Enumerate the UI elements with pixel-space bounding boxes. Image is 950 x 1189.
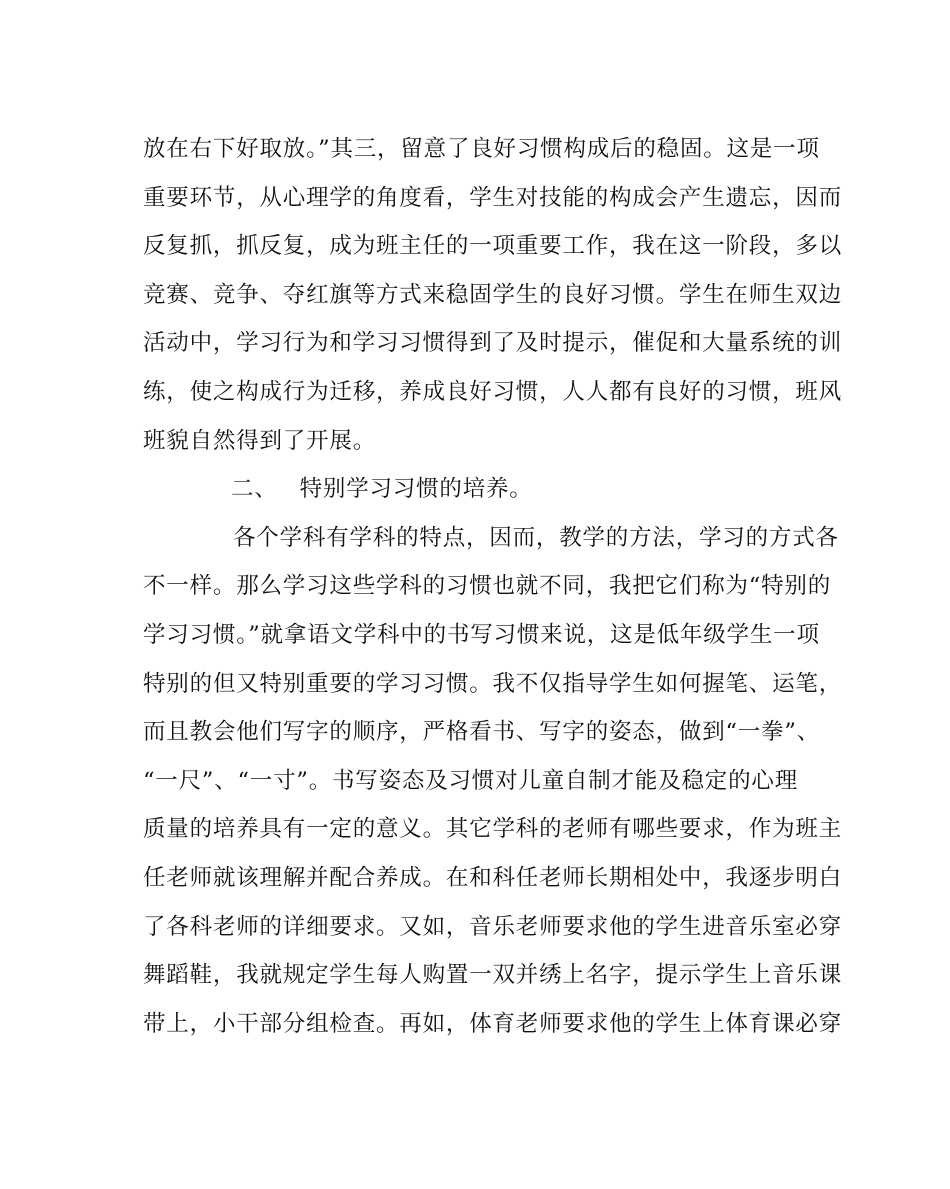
text-line: 带上，小干部分组检查。再如，体育老师要求他的学生上体育课必穿 [143,1010,843,1037]
text-line: 不一样。那么学习这些学科的习惯也就不同，我把它们称为“特别的 [143,573,832,600]
text-line: 重要环节，从心理学的角度看，学生对技能的构成会产生遗忘，因而 [143,184,843,211]
text-line: 活动中，学习行为和学习习惯得到了及时提示，催促和大量系统的训 [143,330,843,357]
text-line: 特别的但又特别重要的学习习惯。我不仅指导学生如何握笔、运笔， [143,670,843,697]
text-line: 了各科老师的详细要求。又如，音乐老师要求他的学生进音乐室必穿 [143,913,843,940]
text-line: 竞赛、竞争、夺红旗等方式来稳固学生的良好习惯。学生在师生双边 [143,281,843,308]
text-line: “一尺”、“一寸”。书写姿态及习惯对儿童自制才能及稳定的心理 [143,767,799,794]
text-line: 班貌自然得到了开展。 [143,427,377,454]
document-body [143,125,843,1048]
text-line: 学习习惯。”就拿语文学科中的书写习惯来说，这是低年级学生一项 [143,621,820,648]
text-line: 练，使之构成行为迁移，养成良好习惯，人人都有良好的习惯，班风 [143,378,843,405]
text-line: 而且教会他们写字的顺序，严格看书、写字的姿态，做到“一拳”、 [143,719,821,746]
text-line: 质量的培养具有一定的意义。其它学科的老师有哪些要求，作为班主 [143,816,843,843]
text-line: 任老师就该理解并配合养成。在和科任老师长期相处中，我逐步明白 [143,864,843,891]
section-number: 二、 [231,476,278,503]
text-line: 放在右下好取放。”其三，留意了良好习惯构成后的稳固。这是一项 [143,136,820,162]
text-line: 反复抓，抓反复，成为班主任的一项重要工作，我在这一阶段，多以 [143,233,843,260]
section-title: 特别学习习惯的培养。 [299,476,533,503]
paragraph-first-line: 各个学科有学科的特点，因而，教学的方法，学习的方式各 [233,524,839,551]
text-line: 舞蹈鞋，我就规定学生每人购置一双并绣上名字，提示学生上音乐课 [143,962,843,989]
section-heading [143,465,803,514]
